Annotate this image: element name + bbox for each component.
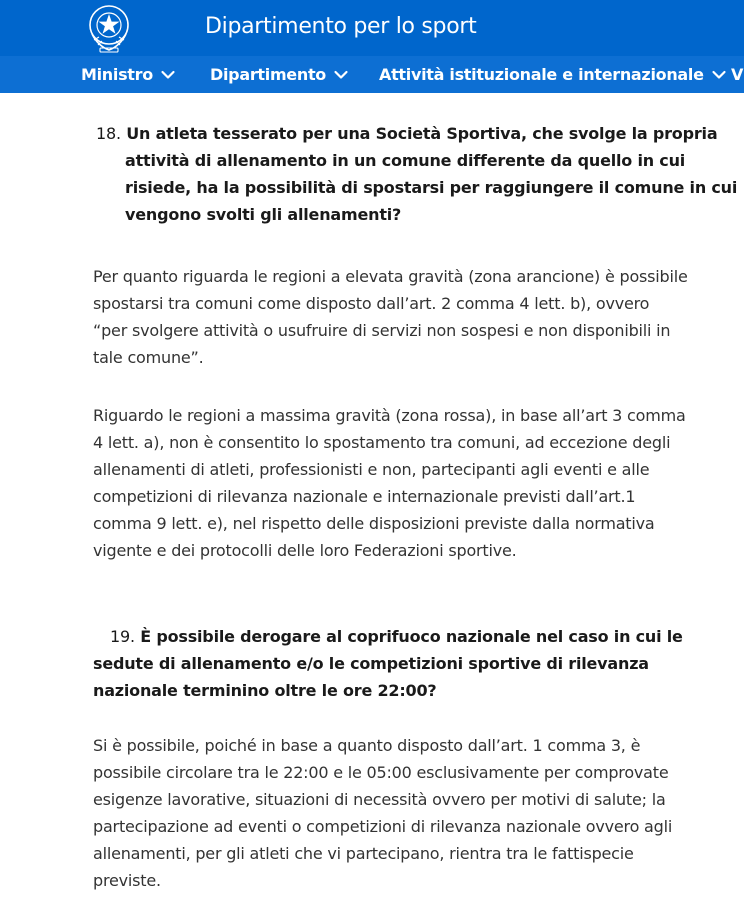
question-number: 18.: [96, 124, 121, 143]
chevron-down-icon: [712, 70, 726, 80]
answer-line: possibile circolare tra le 22:00 e le 05:00 esclusivamente per comprovate: [93, 763, 669, 782]
faq-answer-18-paragraph-1: [93, 263, 688, 371]
answer-line: allenamenti, per gli atleti che vi partecipano, rientra tra le fattispecie: [93, 844, 634, 863]
nav-item-truncated[interactable]: [731, 56, 748, 93]
answer-line: allenamenti di atleti, professionisti e non, partecipanti agli eventi e alle: [93, 460, 650, 479]
nav-item-attivita-istituzionale[interactable]: [379, 56, 726, 93]
answer-line: 4 lett. a), non è consentito lo spostamento tra comuni, ad eccezione degli: [93, 433, 671, 452]
nav-item-label: Ministro: [81, 65, 153, 84]
chevron-down-icon: [161, 70, 175, 80]
answer-line: tale comune”.: [93, 348, 204, 367]
italian-republic-emblem-icon[interactable]: [84, 0, 134, 54]
question-line: È possibile derogare al coprifuoco nazionale nel caso in cui le: [140, 627, 683, 646]
faq-question-19-continued: [93, 650, 649, 704]
answer-line: Per quanto riguarda le regioni a elevata gravità (zona arancione) è possibile: [93, 267, 688, 286]
faq-answer-19: [93, 732, 672, 894]
answer-line: spostarsi tra comuni come disposto dall’art. 2 comma 4 lett. b), ovvero: [93, 294, 650, 313]
question-line: vengono svolti gli allenamenti?: [125, 205, 402, 224]
nav-item-label: Dipartimento: [210, 65, 326, 84]
question-line: attività di allenamento in un comune differente da quello in cui: [125, 151, 686, 170]
question-line: sedute di allenamento e/o le competizioni sportive di rilevanza: [93, 654, 649, 673]
question-line: risiede, ha la possibilità di spostarsi per raggiungere il comune in cui: [125, 178, 738, 197]
nav-item-dipartimento[interactable]: [210, 56, 348, 93]
answer-line: esigenze lavorative, situazioni di necessità ovvero per motivi di salute; la: [93, 790, 666, 809]
faq-answer-18-paragraph-2: [93, 402, 686, 564]
answer-line: previste.: [93, 871, 161, 890]
main-navigation: [0, 56, 748, 93]
faq-content: [0, 93, 744, 902]
answer-line: vigente e dei protocolli delle loro Federazioni sportive.: [93, 541, 517, 560]
chevron-down-icon: [334, 70, 348, 80]
question-number: 19.: [110, 627, 135, 646]
answer-line: competizioni di rilevanza nazionale e internazionale previsti dall’art.1: [93, 487, 636, 506]
nav-item-label: Attività istituzionale e internazionale: [379, 65, 704, 84]
answer-line: Si è possibile, poiché in base a quanto disposto dall’art. 1 comma 3, è: [93, 736, 641, 755]
faq-question-18-continued: [125, 147, 737, 228]
answer-line: “per svolgere attività o usufruire di servizi non sospesi e non disponibili in: [93, 321, 671, 340]
answer-line: partecipazione ad eventi o competizioni di rilevanza nazionale ovvero agli: [93, 817, 673, 836]
faq-question-18: [96, 120, 717, 147]
faq-question-19: [110, 623, 683, 650]
question-line: nazionale terminino oltre le ore 22:00?: [93, 681, 437, 700]
answer-line: Riguardo le regioni a massima gravità (zona rossa), in base all’art 3 comma: [93, 406, 686, 425]
site-title[interactable]: Dipartimento per lo sport: [205, 14, 477, 39]
answer-line: comma 9 lett. e), nel rispetto delle disposizioni previste dalla normativa: [93, 514, 655, 533]
header-top-bar: [0, 0, 744, 56]
question-line: Un atleta tesserato per una Società Sportiva, che svolge la propria: [126, 124, 718, 143]
nav-item-ministro[interactable]: [81, 56, 175, 93]
nav-item-label: Vi: [731, 65, 748, 84]
